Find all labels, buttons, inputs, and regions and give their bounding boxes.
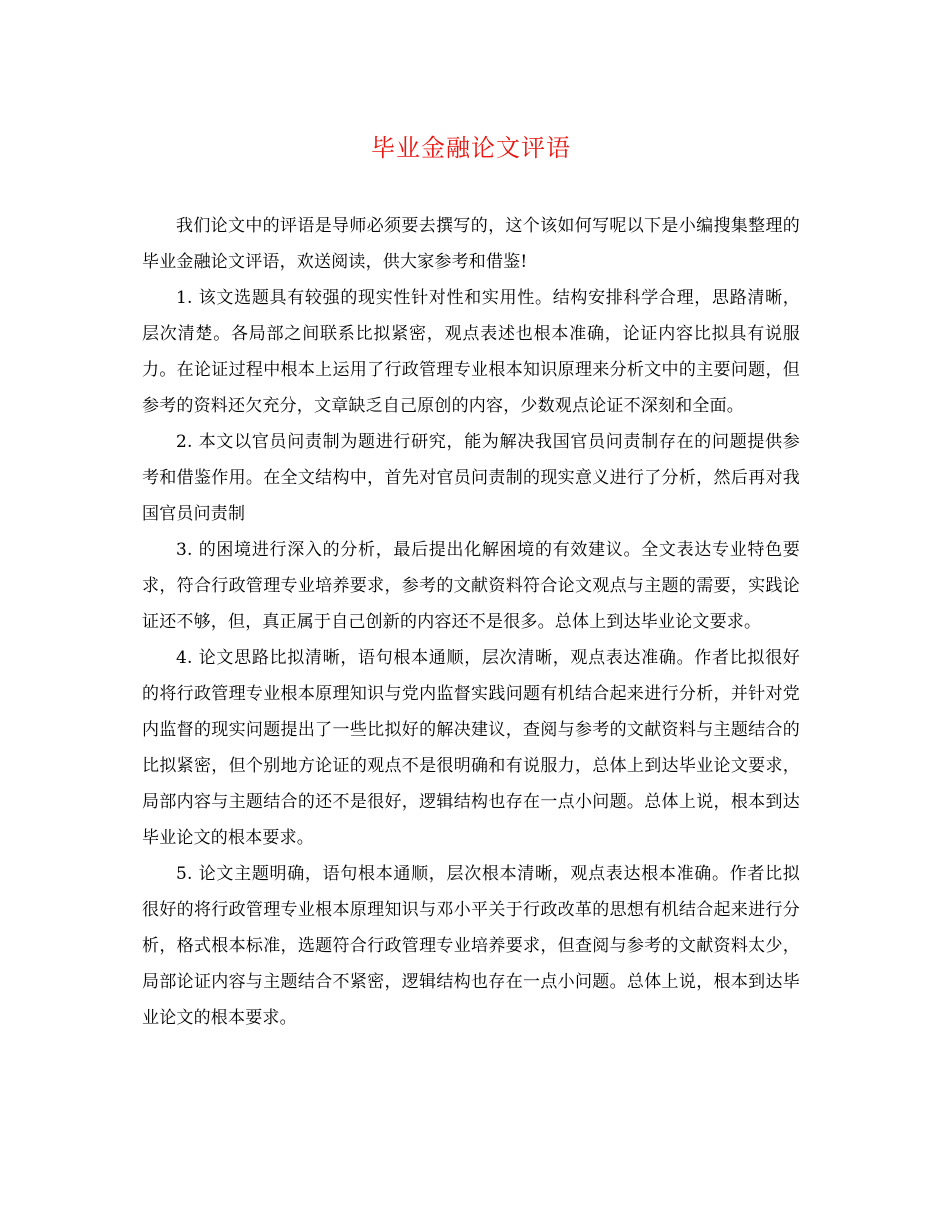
comment-paragraph-3: 3. 的困境进行深入的分析，最后提出化解困境的有效建议。全文表达专业特色要求，符合行政管理专业培养要求，参考的文献资料符合论文观点与主题的需要，实践论证还不够，但，真正属于自己创新的内容还不是很多。总体上到达毕业论文要求。 <box>142 540 800 632</box>
document-title: 毕业金融论文评语 <box>371 134 571 162</box>
comment-paragraph-1: 1. 该文选题具有较强的现实性针对性和实用性。结构安排科学合理，思路清晰，层次清楚。各局部之间联系比拟紧密，观点表述也根本准确，论证内容比拟具有说服力。在论证过程中根本上运用了行政管理专业根本知识原理来分析文中的主要问题，但参考的资料还欠充分，文章缺乏自己原创的内容，少数观点论证不深刻和全面。 <box>142 288 800 416</box>
comment-paragraph-2: 2. 本文以官员问责制为题进行研究，能为解决我国官员问责制存在的问题提供参考和借鉴作用。在全文结构中，首先对官员问责制的现实意义进行了分析，然后再对我国官员问责制 <box>142 432 800 524</box>
comment-paragraph-5: 5. 论文主题明确，语句根本通顺，层次根本清晰，观点表达根本准确。作者比拟很好的将行政管理专业根本原理知识与邓小平关于行政改革的思想有机结合起来进行分析，格式根本标准，选题符合行政管理专业培养要求，但查阅与参考的文献资料太少，局部论证内容与主题结合不紧密，逻辑结构也存在一点小问题。总体上说，根本到达毕业论文的根本要求。 <box>142 864 800 1028</box>
comment-paragraph-4: 4. 论文思路比拟清晰，语句根本通顺，层次清晰，观点表达准确。作者比拟很好的将行政管理专业根本原理知识与党内监督实践问题有机结合起来进行分析，并针对党内监督的现实问题提出了一些比拟好的解决建议，查阅与参考的文献资料与主题结合的比拟紧密，但个别地方论证的观点不是很明确和有说服力，总体上到达毕业论文要求，局部内容与主题结合的还不是很好，逻辑结构也存在一点小问题。总体上说，根本到达毕业论文的根本要求。 <box>142 648 800 848</box>
intro-paragraph: 我们论文中的评语是导师必须要去撰写的，这个该如何写呢以下是小编搜集整理的毕业金融论文评语，欢送阅读，供大家参考和借鉴! <box>142 216 800 272</box>
